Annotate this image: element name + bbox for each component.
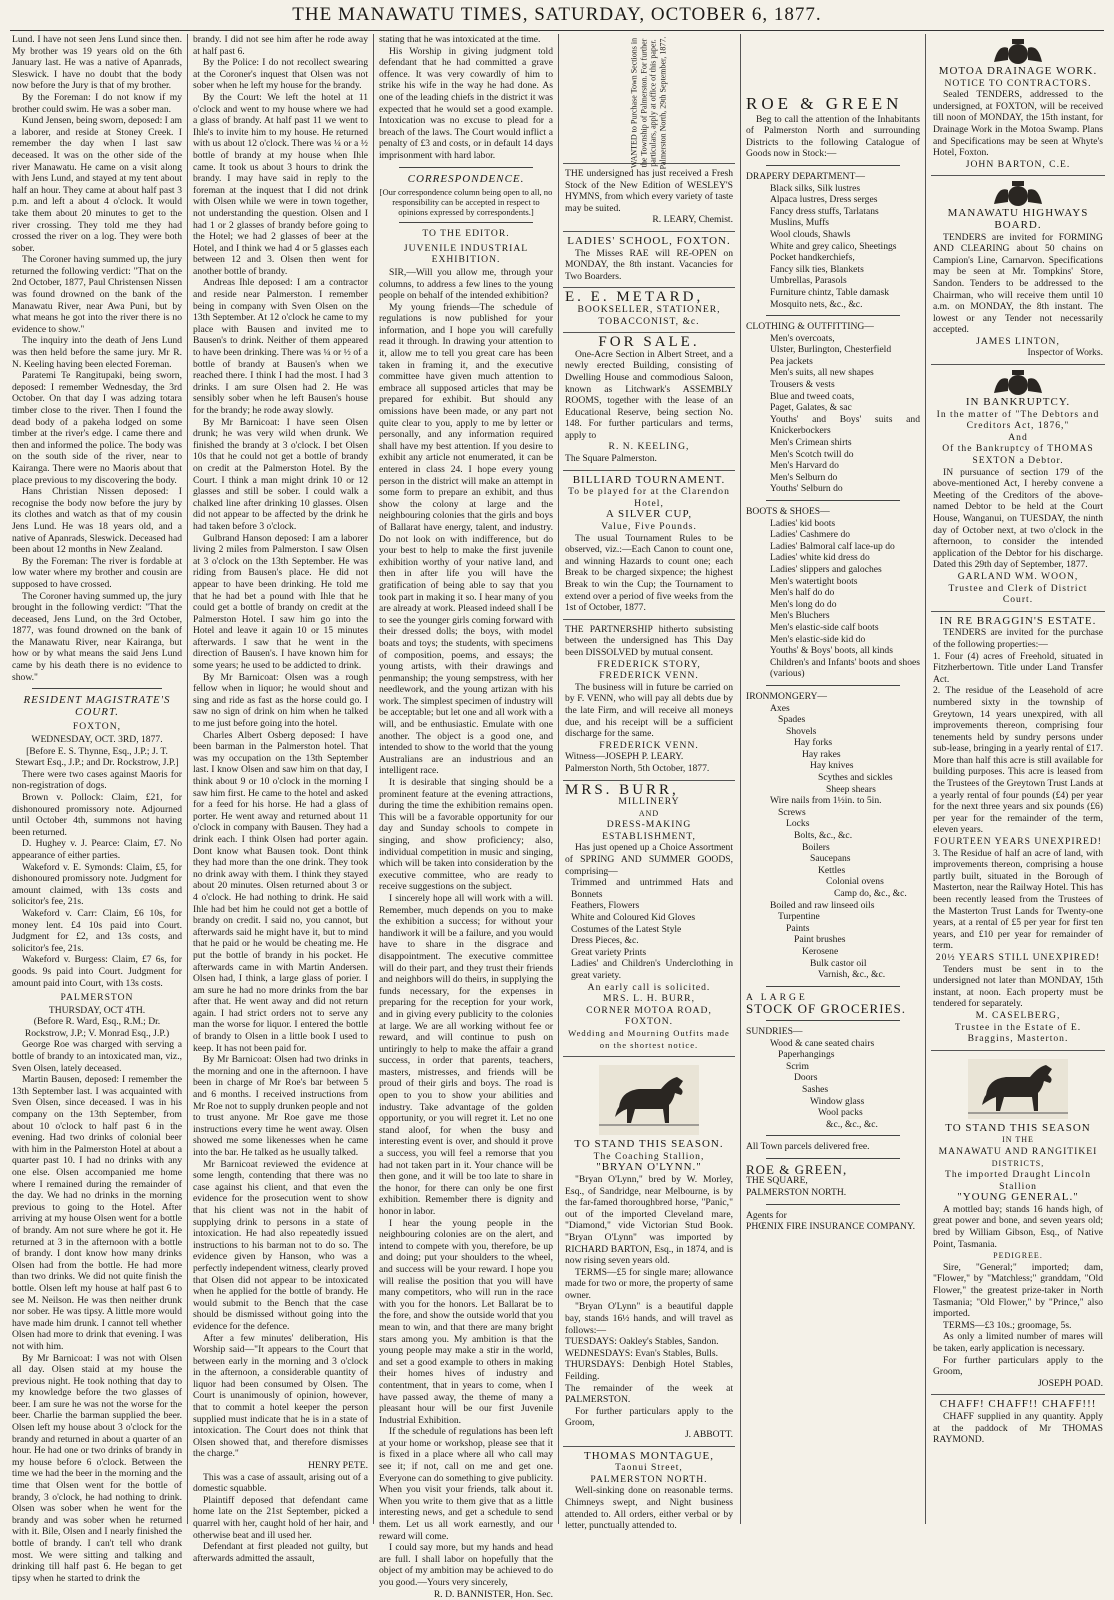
ad-line: BOOKSELLER, STATIONER, [577, 303, 721, 315]
list-item: Boiled and raw linseed oils [770, 899, 875, 911]
list-item: Varnish, &c., &c. [818, 969, 886, 981]
divider [766, 986, 900, 987]
date-line: WEDNESDAY, OCT. 3RD, 1877. [31, 734, 163, 746]
ad-line: AND [638, 808, 660, 818]
signature: JOHN BARTON, C.E. [965, 158, 1071, 170]
signature: R. LEARY, Chemist. [652, 214, 733, 226]
divider [766, 165, 900, 166]
list-item: Paint brushes [794, 934, 846, 946]
paragraph: 1. Four (4) acres of Freehold, situated in Fitzherbertown. Title under Land Transfer Act. [933, 650, 1103, 685]
ad-line: MILLINERY [618, 796, 680, 808]
chaff-ad [931, 1395, 1105, 1450]
address: CORNER MOTOA ROAD, FOXTON. [586, 1004, 712, 1028]
list-item: Wool packs [818, 1107, 863, 1119]
list-item: Scythes and sickles [818, 772, 893, 784]
paragraph: For further particulars apply to the Groom, [565, 1405, 733, 1429]
paragraph: Kund Jensen, being sworn, deposed: I am a laborer, and reside at Stoney Creek. I remember the day when I last saw deceased. It was on the other side of the river Manawatu. He came on a visit along with Jens Lund, and stayed at my tent about half an hour. They came at about half past 3 p.m. and left a about 4 o'clock. It would take them about 20 minutes to get to the river crossing. They told me they had crossed the river on a log. They were both sober. [12, 115, 182, 254]
list-item: Men's Scotch twill do [770, 448, 854, 460]
paragraph: Wakeford v. Carr: Claim, £6 10s, for money lent. £4 10s paid into Court. Judgment for £2, and 13s costs, and solicitor's fee, 21s. [12, 907, 182, 954]
horse-illustration [968, 1059, 1068, 1119]
list-item: Boilers [802, 841, 830, 853]
paragraph: "Bryan O'Lynn" is a beautiful dapple bay, stands 16½ hands, and will travel as follows:— [565, 1301, 733, 1336]
letter-heading: JUVENILE INDUSTRIAL EXHIBITION. [403, 242, 529, 266]
list-item: Ladies' Cashmere do [770, 529, 851, 541]
ad-note: Wedding and Mourning Outfits made on the shortest notice. [568, 1027, 730, 1050]
paragraph: Has just opened up a Choice Assortment of SPRING AND SUMMER GOODS, comprising— [565, 842, 733, 877]
horse-name: "YOUNG GENERAL." [957, 1191, 1079, 1204]
list-item: Men's Bluchers [770, 610, 830, 622]
paragraph: THE undersigned has just received a Fresh Stock of the New Edition of WESLEY'S HYMNS, from which every variety of taste may be suited. [565, 168, 733, 214]
paragraph: The business will in future be carried on by F. VENN, who will pay all debts due by the late Firm, and will receive all moneys due, and his receipt will be a sufficient discharge for the same. [565, 681, 733, 740]
list-item: Men's long do do [770, 598, 837, 610]
paragraph: By the Foreman: The river is fordable at low water where my brother and cousin are supposed to have crossed. [12, 555, 182, 590]
divider [766, 685, 900, 686]
paragraph: For further particulars apply to the Groom, [933, 1354, 1103, 1378]
divider [32, 688, 162, 689]
ad-line: Of the Bankruptcy of THOMAS SEXTON a Debtor. [942, 443, 1094, 467]
paragraph: Hans Christian Nissen deposed: I recognise the body now before the jury by its clothes and watch as that of my cousin Jens Lund. He was 18 years old, and a native of Apanrads, Sleswick. Deceased had been about 12 months in New Zealand. [12, 486, 182, 556]
paragraph: Defendant at first pleaded not guilty, but afterwards admitted the assault, [193, 1541, 368, 1564]
column-rule [740, 34, 741, 1524]
paragraph: Sealed TENDERS, addressed to the undersigned, at FOXTON, will be received till noon of MONDAY, the 15th instant, for Drainage Work in the Motoa Swamp. Plans and Specifications may be seen at Whyte's Hotel, Foxton. [933, 89, 1103, 159]
ad-line: A SILVER CUP, [605, 508, 693, 521]
signature: R. N. KEELING, [608, 441, 690, 453]
ad-heading: TO STAND THIS SEASON [945, 1121, 1091, 1134]
partnership-ad [563, 620, 735, 781]
list-item: Wool clouds, Shawls [770, 228, 851, 240]
for-sale-ad [563, 333, 735, 471]
signature: M. CASELBERG, [975, 1009, 1061, 1021]
list-item: Great variety Prints [571, 946, 647, 958]
list-item: Youths' & Boys' boots, all kinds [770, 645, 893, 657]
list-item: Ladies' Balmoral calf lace-up do [770, 540, 895, 552]
paragraph: Gulbrand Hanson deposed: I am a laborer living 2 miles from Palmerston. I saw Olsen at 3 o'clock on the 13th September. He was riding from Bausen's place. He did not appear to have been drinking. He told me that he had bet a pound with Ihle that he could get a bottle of brandy on credit at the Palmerston Hotel. I saw him go into the Hotel and leave it again 10 or 15 minutes afterwards. I saw that he went in the direction of Bausen's. I have known him for some years; he used to be addicted to drink. [193, 532, 368, 672]
ad-heading: MOTOA DRAINAGE WORK. [938, 65, 1098, 77]
ad-line: DISTRICTS, [991, 1158, 1045, 1168]
schedule-line: WEDNESDAYS: Evan's Stables, Bulls. [565, 1347, 719, 1359]
column-6 [931, 34, 1105, 1524]
list-item: Hay knives [810, 760, 854, 772]
ladies-school-ad [563, 232, 735, 288]
ad-line: A LARGE [746, 991, 808, 1003]
ad-line: Taonui Street, [615, 1462, 683, 1474]
paragraph: "Bryan O'Lynn," bred by W. Morley, Esq., of Sandridge, near Melbourne, is by the far-famed thoroughbred horse, "Panic," out of the imported Cleveland mare, "Diamond," vide Victorian Stud Book. "Bryan O'Lynn" was imported by RICHARD BARTON, Esq., in 1874, and is now rising seven years old. [565, 1173, 733, 1267]
list-item: Wood & cane seated chairs [770, 1037, 875, 1049]
paragraph: Plaintiff deposed that defendant came home late on the 21st September, picked a quarrel with her, caught hold of her hair, and otherwise beat and ill used her. [193, 1494, 368, 1541]
list-item: Sheep shears [826, 783, 876, 795]
schedule-line: The remainder of the week at PALMERSTON. [565, 1382, 733, 1406]
divider [399, 167, 533, 168]
list-item: Men's elastic-side calf boots [770, 621, 879, 633]
signature: FREDERICK VENN. [599, 739, 699, 751]
ad-line: The imported Draught Lincoln Stallion [944, 1169, 1092, 1192]
column-rule [373, 34, 374, 1524]
bryan-olynn-ad [563, 1057, 735, 1446]
clothing-list [746, 333, 920, 495]
ad-line: 20½ YEARS STILL UNEXPIRED! [935, 951, 1101, 963]
divider [399, 222, 533, 223]
paragraph: Lund. I have not seen Jens Lund since then. My brother was 19 years old on the 6th January last. He was a native of Apanrads, Sleswick. I have no doubt that the body now before the Jury is that of my brother. [12, 34, 182, 92]
list-item: Men's Harvard do [770, 460, 839, 472]
list-item: White and Coloured Kid Gloves [571, 912, 696, 924]
list-item: Screws [778, 806, 806, 818]
list-item: Doors [794, 1072, 818, 1084]
paragraph: The usual Tournament Rules to be observed, viz.:—Each Canon to count one, and winning Hazards to count one; each Break to be charged sixpence; the highest Break to win the Cup; the Tournament to extend over a period of five weeks from the 1st of October, 1877. [565, 532, 733, 614]
list-item: Youths' and Boys' suits and Knickerbockers [770, 413, 920, 437]
signature: MRS. L. H. BURR, [603, 993, 695, 1005]
young-general-ad [931, 1051, 1105, 1396]
highways-ad [931, 176, 1105, 365]
category-heading: CLOTHING & OUTFITTING— [746, 321, 874, 333]
list-item: Bulk castor oil [810, 957, 867, 969]
paragraph: Wakeford v. E. Symonds: Claim, £5, for dishonoured promissory note. Judgment for amount claimed, with 13s costs and solicitor's fee, 21s. [12, 861, 182, 908]
list-item: Muslins, Muffs [770, 217, 829, 229]
ad-line: PALMERSTON NORTH. [590, 1473, 708, 1485]
list-item: Saucepans [810, 853, 851, 865]
paragraph: By the Foreman: I do not know if my brother could swim. He was a sober man. [12, 91, 182, 115]
paragraph: By Mr Barnicoat: Olsen had two drinks in the morning and one in the afternoon. I have been in charge of Mr Roe's bar between 5 and 6 months. I received instructions from Mr Roe not to supply drunken people and not to trust anyone. Mr Roe gave me those instructions every time he went away. Olsen showed me some likenesses when he came into the bar. He talked as he usually talked. [193, 1054, 368, 1158]
spacer [746, 34, 920, 94]
paragraph: Martin Bausen, deposed: I remember the 13th September last. I was acquainted with Sven Olsen, since deceased. I was in his company on the 13th September, from about 10 o'clock to half past 6 in the evening. Had two drinks of colonial beer with him in the Palmerston Hotel at about a quarter past 10. I had no drinks with any one else. Olsen accompanied me home where I remained during the remainder of the day. We had no drinks in the morning previous to going to the Hotel. After arriving at my house Olsen went for a bottle of brandy. Am not sure where he got it. He returned at 3 in the afternoon with a bottle of brandy. I dont know how many drinks Olsen had from the bottle. He had more than two drinks. We did not quite finish the bottle. Olsen left my house at half past 6 to see M. Neilson. He was then neither drunk nor sober. He was tipsy. A little more would have made him drunk. I cannot tell whether Olsen had more to drink that evening. I was not with him. [12, 1074, 182, 1352]
column-3 [379, 34, 553, 1600]
paragraph: Mr Barnicoat reviewed the evidence at some length, contending that there was no case against his client, and that even the evidence for the prosecution went to show that his client was not in the habit of supplying drink to persons in a state of intoxication. He had also repeatedly issued instructions to his barman not to do so. The evidence given by Hanson, who was a perfectly independent witness, clearly proved that Olsen did not appear to be intoxicated when he applied for the bottle of brandy. He would submit to the Bench that the case should be dismissed without going into the evidence for the defence. [193, 1158, 368, 1332]
paragraph: It is desirable that singing should be a prominent feature at the evening attractions, during the time the exhibition remains open. This will be a favorable opportunity for our day and Sunday schools to compete in singing, and show proficiency; also, individual competition in music and singing, which will be taken into consideration by the executive committee, who are ready to receive suggestions on the subject. [379, 777, 553, 893]
column-rule [925, 34, 926, 1524]
braggin-estate-ad [931, 612, 1105, 1051]
paragraph: Andreas Ihle deposed: I am a contractor and reside near Palmerston. I remember being in company with Sven Olsen on the 13th September. At 12 o'clock he came to my place with Bausen and invited me to Bausen's to drink. Neither of them appeared to have been drinking. There was ¼ or ½ of a bottle of brandy at Bausen's when we reached there. I think I had the most. I had 3 drinks. I am sure Olsen had 2. He was sensibly sober when he left Bausen's house for the brandy; he rode away slowly. [193, 277, 368, 416]
paragraph: I sincerely hope all will work with a will. Remember, much depends on you to make the exhibition a success; for without your handiwork it will be a failure, and you would have to share in the disgrace and disappointment. The executive committee will do their part, and they trust their friends and neighbors will do theirs, in supplying the funds necessary, for the expenses in preparing for the reception for your work, and in giving every publicity to the colonies at large. We are all working without fee or reward, and will continue to push on untiringly to help to make the affair a grand success, in order that parents, teachers, masters, mistresses, and friends will be proud of their girls and boys. The road is open to you to show your abilities and industry. Take advantage of the golden opportunity, or you will regret it. Let no one stand aloof, for when the busy and interesting event is over, and should it prove a success, you will feel a remorse that you had not taken part in it. Your chance will be then gone, and it will be too late to share in the honor, for there can only be one first exhibition. Remember there is dignity and honor in labor. [379, 892, 553, 1217]
divider [766, 315, 900, 316]
list-item: Ladies' and Children's Underclothing in great variety. [571, 958, 733, 981]
ad-line: TOBACCONIST, &c. [598, 315, 700, 327]
paragraph: After a few minutes' deliberation, His Worship said—"It appears to the Court that between early in the morning and 3 o'clock in the afternoon, a considerable quantity of liquor had been consumed by Olsen. The Court is unanimously of opinion, however, that to commit a hotel keeper the person supplied must indicate that he is in a state of intoxication. The Court does not think that Olsen showed that, and therefore dismisses the charge." [193, 1332, 368, 1460]
paragraph: TERMS—£5 for single mare; allowance made for two or more, the property of same owner. [565, 1266, 733, 1301]
ad-line: PHŒNIX FIRE INSURANCE COMPANY. [746, 1221, 915, 1233]
divider [766, 500, 900, 501]
ad-line: Value, Five Pounds. [601, 521, 697, 533]
signature: ROE & GREEN, [746, 1161, 848, 1177]
paragraph: By Mr Barnicoat: Olsen was a rough fellow when in liquor; he would shout and sing and ride as fast as the horse could go. I saw no sign of drink on him when he talked to me just before going into the hotel. [193, 671, 368, 730]
paragraph: The inquiry into the death of Jens Lund was then held before the same jury. Mr R. N. Keeling having been elected Foreman. [12, 335, 182, 370]
ad-line: And [1008, 431, 1028, 443]
paragraph: 2. The residue of the Leasehold of acre numbered sixty in the township of Greytown, 14 years unexpired, with all improvements thereon, comprising four tenements held by sundry persons under sub-lease, bringing in a yearly rental of £17. More than half this acre is still available for building purposes. This acre is leased from the Trustees of the Greytown Trust Lands at a yearly rental of four pounds (£4) per year for the next three years and six pounds (£6) per year for the remainder of the term, eleven years. [933, 685, 1103, 836]
date-line: THURSDAY, OCT 4TH. [48, 1004, 146, 1016]
ad-heading: TO STAND THIS SEASON. [574, 1138, 724, 1151]
paragraph: The Coroner having summed up, the jury returned the following verdict: "That on the 2nd October, 1877, Paul Christensen Nissen was found drowned on the bank of the Manawatu River, near Awa Puni, but by what means he got into the river there is no evidence to show." [12, 254, 182, 335]
paragraph: TERMS—£3 10s.; groomage, 5s. [943, 1319, 1072, 1331]
masthead [0, 0, 1114, 30]
list-item: Scrim [786, 1060, 809, 1072]
list-item: Umbrellas, Parasols [770, 275, 847, 287]
list-item: White and grey calico, Sheetings [770, 240, 897, 252]
signature-title: Trustee in the Estate of E. Braggins, Masterton. [954, 1021, 1082, 1045]
paragraph: If the schedule of regulations has been left at your home or workshop, please see that it is fixed in a place where all who call may see it; if not, call on me and get one. Everyone can do something to give publicity. When you visit your friends, talk about it. When you write to them give that as a little interesting news, and get a schedule to send them. Let us all work earnestly, and our reward will come. [379, 1426, 553, 1542]
ad-heading: E. E. METARD, [565, 289, 704, 306]
category-heading: IRONMONGERY— [746, 690, 828, 702]
column-rule [558, 34, 559, 1524]
paragraph: Well-sinking done on reasonable terms. Chimneys swept, and Night business attended to. All orders, either verbal or by letter, punctually attended to. [565, 1485, 733, 1532]
paragraph: TENDERS are invited for FORMING AND CLEARING about 50 chains on Campion's Line, Carnarvon. Specifications may be seen at Mr. Tompkins' Store, Sandon. Tenders to be addressed to the Chairman, who will receive them until 10 a.m. on MONDAY, the 8th instant. The lowest or any Tender not necessarily accepted. [933, 231, 1103, 336]
masthead-rule [10, 30, 1104, 31]
paragraph: There were two cases against Maoris for non-registration of dogs. [12, 768, 182, 792]
column-2 [193, 34, 368, 1564]
list-item: Black silks, Silk lustres [770, 182, 861, 194]
list-item: Costumes of the Latest Style [571, 923, 682, 935]
paragraph: My young friends—The schedule of regulations is now published for your information, and I hope you will carefully read it through. In drawing your attention to it, allow me to tell you great care has been taken in framing it, and the executive committee have given much attention to embrace all supposed articles that may be prepared for exhibit. But should any omissions have been made, or any part not quite clear to you, apply to me by letter or personally, and any information required shall have my best attention. If you desire to exhibit any article not enumerated, it can be entered in class 24. I hope every young person in the district will make an attempt in some form to prepare an exhibit, and thus show the colony at large and the neighbouring colonies that the girls and boys of Ballarat have energy, talent, and industry. Do not look on with indifference, but do your best to help to make the first juvenile exhibition worthy of your native land, and then in after life you will have the gratification of being able to say that you took part in making it so. I hear many of you are already at work. Pleased indeed shall I be to see the younger girls coming forward with their dressed dolls; the boys, with model boats and toys; the students, with specimens of composition, poems, and essays; the young artists, with their drawings and penmanship; the young sempstress, with her needlework, and the young artizan with his work. The simplest specimen of industry will be acceptable; but let one and all work with a will, and be enthusiastic. Emulate with one another. The object is a good one, and intended to show to the world that the young Australians are an industrious and an intelligent race. [379, 301, 553, 777]
paragraph: Paratemi Te Rangitupaki, being sworn, deposed: I remember Wednesday, the 3rd October. On that day I was adzing totara timber close to the river. Then I found the dead body of a pakeha lodged on some timber at the river's edge. I came there and then and informed the police. The body was on the south side of the river, near to Kairanga. There were no Maoris about that place previous to my discovering the body. [12, 370, 182, 486]
sub-heading: PALMERSTON [60, 992, 134, 1004]
category-heading: BOOTS & SHOES— [746, 506, 830, 517]
paragraph: I hear the young people in the neighbouring colonies are on the alert, and intend to compete with you, therefore, be up and doing; put your shoulders to the wheel, and success will be your reward. I hope you will realise the position that you will have many competitors, who will run in the race with you for the honors. Let Ballarat be to the fore, and show the outside world that you mean to win, and that there are many bright stars among you. My ambition is that the young people may make a stir in the world, and set a good example to others in making their homes hives of industry and contentment, that in years to come, when I have passed away, the theme of many a pleasant hour will be our first Juvenile Industrial Exhibition. [379, 1217, 553, 1426]
list-item: Fancy dress stuffs, Tarlatans [770, 205, 879, 217]
ad-heading: THOMAS MONTAGUE, [583, 1449, 714, 1462]
paragraph: THE PARTNERSHIP hitherto subsisting between the undersigned has This Day been DISSOLVED by mutual consent. [565, 623, 733, 658]
ad-heading: STOCK OF GROCERIES. [746, 1001, 906, 1017]
list-item: Spades [778, 714, 806, 726]
paragraph: D. Hughey v. J. Pearce: Claim, £7. No appearance of either parties. [12, 838, 182, 861]
list-item: Camp do, &c., &c. [834, 888, 907, 899]
divider [766, 1020, 900, 1021]
list-item: Paints [786, 922, 810, 934]
category-heading: SUNDRIES— [746, 1025, 803, 1037]
list-item: Turpentine [778, 911, 820, 923]
ad-line: To be played for at the Clarendon Hotel, [568, 486, 730, 509]
list-item: Locks [786, 818, 810, 830]
column-1 [12, 34, 182, 1584]
signature: JOSEPH POAD. [1037, 1377, 1103, 1389]
list-item: Pea jackets [770, 355, 813, 367]
signature: R. D. BANNISTER, Hon. Sec. [433, 1588, 553, 1600]
ad-line: In the matter of "The Debtors and Creditors Act, 1876," [936, 408, 1100, 432]
schedule-line: TUESDAYS: Oakley's Stables, Sandon. [565, 1336, 719, 1348]
paragraph: I could say more, but my hands and head are full. I shall labor on hopefully that the object of my ambition may be achieved to do you good.—Yours very sincerely, [379, 1542, 553, 1588]
divider [766, 1158, 900, 1159]
ad-heading: MRS. BURR, [565, 781, 679, 798]
ad-line: The Coaching Stallion, [593, 1150, 705, 1162]
bench-line: (Before R. Ward, Esq., R.M.; Dr. Rockstrow, J.P.; V. Monrad Esq., J.P.) [24, 1016, 170, 1039]
bankruptcy-ad [931, 365, 1105, 612]
list-item: Kettles [818, 864, 846, 876]
ad-line: FOURTEEN YEARS UNEXPIRED! [934, 836, 1102, 848]
list-item: Paperhangings [778, 1049, 835, 1061]
ad-line: MANAWATU AND RANGITIKEI [938, 1145, 1098, 1157]
list-item: Mosquito nets, &c., &c. [770, 298, 863, 310]
list-item: Men's Selburn do [770, 471, 838, 483]
ad-heading: IN RE BRAGGIN'S ESTATE. [939, 614, 1097, 627]
paragraph: By Mr Barnicoat: I was not with Olsen all day. Olsen staid at my house the previous night. He took nothing that day to my knowledge before the two glasses of beer. I am sure he was not the worse for the beer. Charlie the barman supplied the beer. Olsen left my house about 3 o'clock for the brandy and returned in about a quarter of an hour. He had one or two drinks of brandy in my house before 6 o'clock. Between the time we had the beer in the morning and the time that Olsen went for the bottle of brandy, 3 o'clock, he had nothing to drink. Olsen was sober when he went for the brandy and was sober when he returned with it. Bile, Olsen and I nearly finished the bottle of brandy. I can't tell who drank most. We were sitting and talking and drinking till half past 6. He began to get tipsy when he started to drink the [12, 1352, 182, 1584]
paragraph: Tenders must be sent in to the undersigned not later than MONDAY, 15th instant, at noon. Each property must be tendered for separately. [933, 963, 1103, 1010]
paragraph: Brown v. Pollock: Claim, £21, for dishonoured promissory note. Adjourned until October 4th, summons not having been returned. [12, 792, 182, 838]
list-item: Feathers, Flowers [571, 900, 640, 912]
paragraph: By the Court: We left the hotel at 11 o'clock and went to my house where we had a glass of brandy. At half past 11 we went to Ihle's to invite him to my house. He returned with us about 12 o'clock. There was ¼ or a ½ bottle of brandy at my house when Ihle came. It took us about 3 hours to drink the brandy. I may have said in reply to the foreman at the inquest that I did not drink with Olsen while we were in town together, not understanding the question. Olsen and I had 1 or 2 glasses of brandy before going to the Hotel; we had 2 glasses of beer at the Hotel, and I think we had 4 or 5 glasses each between 12 and 3. Olsen then went for another bottle of brandy. [193, 91, 368, 277]
list-item: Furniture chintz, Table damask [770, 286, 890, 298]
metard-ad [563, 288, 735, 333]
paragraph: By Mr Barnicoat: I have seen Olsen drunk; he was very wild when drunk. We finished the brandy at 3 o'clock. I bet Olsen 10s that he could not get a bottle of brandy on credit at the Palmerston Hotel. By the Court. I think a man might drink 10 or 12 glasses and still be sober. I could walk a chalked line after drinking 10 glasses. Olsen did not appear to be affected by the drink he had taken before 3 o'clock. [193, 416, 368, 532]
paragraph: This was a case of assault, arising out of a domestic squabble. [193, 1471, 368, 1495]
divider [766, 1135, 900, 1136]
paragraph: IN pursuance of section 179 of the above-mentioned Act, I hereby convene a Meeting of the Creditors of the above-named Debtor to be held at the Court House, Wanganui, on TUESDAY, the ninth day of October next, at two o'clock in the afternoon, to consider the intended application of the Debtor for his discharge. Dated this 29th day of September, 1877. [933, 466, 1103, 571]
signature: FREDERICK VENN. [599, 670, 699, 682]
list-item: Bolts, &c., &c. [794, 830, 853, 842]
list-item: Colonial ovens [826, 876, 884, 888]
billiard-ad [563, 471, 735, 620]
section-heading: RESIDENT MAGISTRATE'S COURT. [23, 694, 171, 718]
list-item: Alpaca lustres, Dress serges [770, 194, 878, 206]
ad-heading: IN BANKRUPTCY. [965, 396, 1071, 409]
list-item: Paget, Galates, & sac [770, 402, 852, 414]
ad-line: DRESS-MAKING ESTABLISHMENT, [602, 819, 696, 842]
paragraph: Beg to call the attention of the Inhabitants of Palmerston North and surrounding Districts to the following Catalogue of Goods now in Stock:— [746, 113, 920, 160]
list-item: Trimmed and untrimmed Hats and Bonnets [571, 877, 733, 900]
newspaper-title: THE MANAWATU TIMES, SATURDAY, OCTOBER 6, 1877. [292, 4, 822, 25]
royal-crest-icon [988, 38, 1048, 66]
paragraph: 3. The Residue of half an acre of land, with improvements thereon, comprising a house partly built, situated in the Borough of Masterton, near the Railway Hotel. This has been recently leased from the Trustees of the Masterton Trust Lands for Twenty-one years, at a rental of £5 per year for first ten years, and £10 per year for remainder of term. [933, 847, 1103, 952]
ad-line: All Town parcels delivered free. [746, 1141, 870, 1153]
ad-line: NOTICE TO CONTRACTORS. [944, 77, 1092, 89]
paragraph: One-Acre Section in Albert Street, and a newly erected Building, consisting of Dwelling House and commodious Saloon, known as Litchwark's ASSEMBLY ROOMS, together with the lease of an Educational Reserve, being section No. 148. For further particulars and terms, apply to [565, 348, 733, 441]
witness: Witness—JOSEPH P. LEARY. [565, 751, 684, 763]
list-item: Men's overcoats, [770, 332, 835, 344]
disclaimer: [Our correspondence column being open to all, no responsibility can be accepted in respect to opinions expressed by correspondents.] [379, 187, 553, 218]
goods-list [565, 877, 733, 981]
list-item: Window glass [810, 1095, 865, 1107]
list-item: Men's suits, all new shapes [770, 367, 874, 379]
sub-heading: FOXTON, [72, 721, 122, 733]
leary-ad [563, 164, 735, 232]
schedule-line: THURSDAYS: Denbigh Hotel Stables, Feilding. [565, 1359, 733, 1383]
ironmongery-list [746, 703, 920, 981]
signature: JAMES LINTON, [976, 335, 1060, 347]
paragraph: By the Police: I do not recollect swearing at the Coroner's inquest that Olsen was not sober when he left my house for the brandy. [193, 57, 368, 92]
montague-ad [563, 1447, 735, 1537]
paragraph: The Misses RAE will RE-OPEN on MONDAY, the 8th instant. Vacancies for Two Boarders. [565, 247, 733, 282]
list-item: Men's Crimean shirts [770, 437, 852, 449]
address: The Square Palmerston. [565, 453, 657, 465]
list-item: Men's elastic-side kid do [770, 633, 866, 645]
roe-green-heading: ROE & GREEN [746, 94, 903, 113]
list-item: Blue and tweed coats, [770, 390, 855, 402]
ad-heading: FOR SALE. [598, 334, 700, 351]
signature-title: Inspector of Works. [1027, 347, 1103, 359]
horse-illustration [599, 1065, 699, 1135]
paragraph: Sire, "General;" imported; dam, "Flower," by "Matchless;" granddam, "Old Flower," the greatest prize-taker in North Tasmania; "Old Flower," by "Prince," also imported. [933, 1261, 1103, 1320]
paragraph: The Coroner having summed up, the jury brought in the following verdict: "That the deceased, Jens Lund, on the 3rd October, 1877, was found drowned on the bank of the Manawatu River, near Kairanga, but how or by what means the said Jens Lund came by his death there is no evidence to show." [12, 590, 182, 683]
bench-line: [Before E. S. Thynne, Esq., J.P.; J. T. Stewart Esq., J.P.; and Dr. Rockstrow, J.P.] [15, 745, 179, 769]
list-item: Youths' Selburn do [770, 483, 843, 495]
paragraph: Wakeford v. Burgess: Claim, £7 6s, for goods. 9s paid into Court. Judgment for amount paid into Court, with 13s costs. [12, 954, 182, 989]
list-item: Ladies' white kid dress do [770, 552, 870, 564]
list-item: Ulster, Burlington, Chesterfield [770, 344, 892, 356]
divider [766, 1204, 900, 1205]
list-item: Dress Pieces, &c. [571, 935, 639, 947]
royal-crest-icon [988, 369, 1048, 397]
signature: HENRY PETE. [308, 1460, 368, 1472]
paragraph: Charles Albert Osberg deposed: I have been barman in the Palmerston hotel. That was my occupation on the 13th September last. I know Olsen and saw him on that day, I think about 9 or 10 o'clock in the morning I saw him first. He came to the hotel and asked for a feed for his horse. He had a glass of porter. He went away and returned about 11 o'clock in company with Bausen. They had a drink each. I think Olsen had porter again. Dont know what Bausen took. Dont think they had more than the one drink. They took no drink away with them. I think they stayed about 20 minutes. Olsen returned about 3 or 4 o'clock. He had nothing to drink. He said Ihle had bet him he could not get a bottle of brandy on credit. I said no, you cannot, but afterwards said he might have it, but to mind that he paid or he would be cheating me. He put the bottle of brandy in his pocket. He afterwards came in with Martin Andersen. Olsen had, I think, a large glass of porier. I am sure he had no more drinks from the bar after that. He went away and did not return again. I had strict orders not to serve any man the worse for liquor. I entered the bottle of brandy to Olsen in a little book I used to keep. It has not been paid for. [193, 729, 368, 1054]
paragraph: A mottled bay; stands 16 hands high, of great power and bone, and seven years old; bred by William Gibson, Esq., of Native Point, Tasmania. [933, 1203, 1103, 1250]
drapery-list [746, 183, 920, 311]
list-item: Shovels [786, 725, 817, 737]
burr-ad [563, 781, 735, 1058]
list-item: Pocket handkerchiefs, [770, 252, 855, 264]
list-item: Axes [770, 702, 790, 714]
sundries-list [746, 1038, 920, 1131]
ad-line: IN THE [1002, 1135, 1034, 1145]
date-line: Palmerston North, 5th October, 1877. [565, 762, 710, 774]
signature-title: Trustee and Clerk of District Court. [948, 582, 1088, 606]
list-item: Sashes [802, 1083, 829, 1095]
category-heading: DRAPERY DEPARTMENT— [746, 170, 865, 182]
list-item: Men's watertight boots [770, 575, 858, 587]
royal-crest-icon [988, 180, 1048, 208]
address: PALMERSTON NORTH. [746, 1187, 847, 1199]
wanted-ad [563, 34, 735, 170]
list-item: Ladies' slippers and galoches [770, 563, 882, 575]
paragraph: CHAFF supplied in any quantity. Apply at the paddock of Mr THOMAS RAYMOND. [933, 1410, 1103, 1446]
signature: GARLAND WM. WOON, [957, 570, 1079, 582]
list-item: Wire nails from 1½in. to 5in. [770, 795, 882, 807]
paragraph: brandy. I did not see him after he rode away at half past 6. [193, 34, 368, 57]
motoa-drainage-ad [931, 34, 1105, 176]
ad-heading: BILLIARD TOURNAMENT. [572, 473, 726, 486]
list-item: Kerosene [802, 945, 839, 957]
column-5 [746, 34, 920, 1524]
paragraph: stating that he was intoxicated at the time. [379, 34, 541, 45]
ad-heading: CHAFF! CHAFF!! CHAFF!!! [939, 1398, 1097, 1411]
paragraph: SIR,—Will you allow me, through your columns, to address a few lines to the young people on behalf of the intended exhibition? [379, 266, 553, 302]
section-heading: CORRESPONDENCE. [407, 172, 525, 185]
ad-line: An early call is solicited. [587, 981, 711, 993]
boots-list [746, 518, 920, 680]
sub-heading: TO THE EDITOR. [422, 228, 510, 240]
paragraph: His Worship in giving judgment told defendant that he had committed a grave offence. It was very cowardly of him to strike his wife in the way he had done. As one of the leading chiefs in the district it was expected that he would set a good example. Intoxication was no excuse to plead for a breach of the laws. The Court would inflict a penalty of £3 and costs, or in default 14 days imprisonment with hard labor. [379, 45, 553, 161]
list-item: Fancy silk ties, Blankets [770, 263, 864, 275]
column-rule [187, 34, 188, 1524]
ad-heading: LADIES' SCHOOL, FOXTON. [567, 234, 731, 247]
address: THE SQUARE, [746, 1175, 808, 1187]
signature: J. ABBOTT. [684, 1429, 733, 1440]
ad-heading: MANAWATU HIGHWAYS BOARD. [947, 207, 1089, 231]
list-item: Children's and Infants' boots and shoes (various) [770, 656, 920, 680]
horse-name: "BRYAN O'LYNN." [596, 1161, 702, 1174]
paragraph: TENDERS are invited for the purchase of the following properties:— [933, 627, 1103, 650]
paragraph: As only a limited number of mares will be taken, early application is necessary. [933, 1331, 1103, 1354]
wanted-text: WANTED to Purchase Town Sections in the Township of Palmerston. For further particulars, apply at office of this paper. Palmerston North, 29th September, 1877. [629, 36, 667, 170]
list-item: Ladies' kid boots [770, 517, 836, 529]
list-item: Trousers & vests [770, 379, 835, 391]
ad-line: Agents for [746, 1209, 787, 1221]
list-item: Hay rakes [802, 748, 841, 760]
column-4 [563, 34, 735, 1532]
sub-heading: PEDIGREE. [993, 1251, 1043, 1261]
list-item: Hay forks [794, 737, 833, 749]
paragraph: George Roe was charged with serving a bottle of brandy to an intoxicated man, viz., Sven Olsen, lately deceased. [12, 1039, 182, 1074]
signature: FREDERICK STORY, [597, 658, 701, 670]
list-item: &c., &c., &c. [826, 1118, 878, 1130]
list-item: Men's half do do [770, 587, 835, 599]
